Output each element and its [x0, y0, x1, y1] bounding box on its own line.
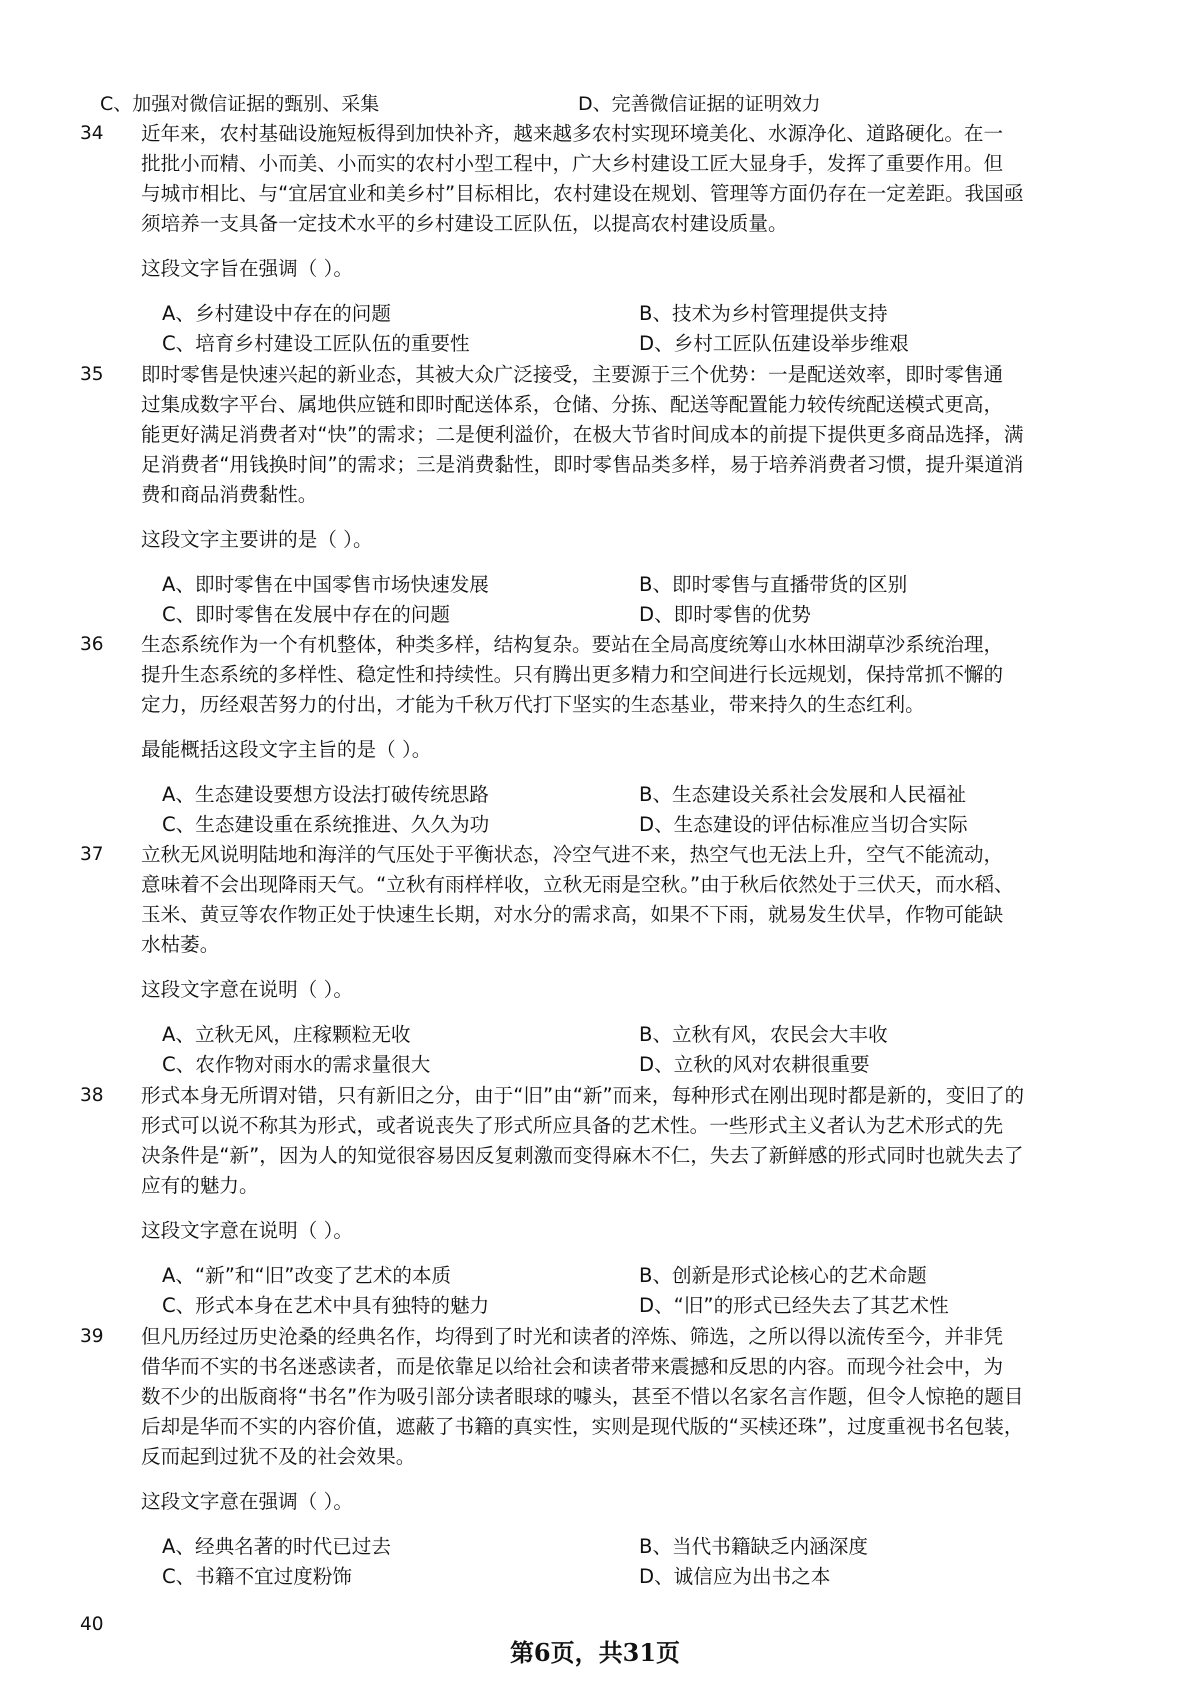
question-prompt: 这段文字意在强调（ ）。 [141, 1490, 353, 1513]
option-a: A、立秋无风，庄稼颗粒无收 [162, 1023, 411, 1046]
question-stem [141, 119, 1089, 239]
stem-line: 数不少的出版商将“书名”作为吸引部分读者眼球的噱头，甚至不惜以名家名言作题，但令人惊艳的题目 [141, 1385, 1024, 1408]
option-c: C、书籍不宜过度粉饰 [162, 1565, 353, 1588]
question-prompt: 这段文字意在说明（ ）。 [141, 1219, 353, 1242]
option-b: B、立秋有风，农民会大丰收 [639, 1023, 888, 1046]
question-number-40: 40 [80, 1614, 104, 1635]
option-c: C、形式本身在艺术中具有独特的魅力 [162, 1294, 490, 1317]
question-prompt: 这段文字意在说明（ ）。 [141, 978, 353, 1001]
stem-line: 费和商品消费黏性。 [141, 483, 318, 506]
stem-line: 与城市相比、与“宜居宜业和美乡村”目标相比，农村建设在规划、管理等方面仍存在一定差距。我国亟 [141, 182, 1024, 205]
stem-line: 批批小而精、小而美、小而实的农村小型工程中，广大乡村建设工匠大显身手，发挥了重要作用。但 [141, 152, 1004, 175]
option-a: A、即时零售在中国零售市场快速发展 [162, 573, 489, 596]
option-d: D、完善微信证据的证明效力 [578, 93, 821, 115]
question-prompt: 这段文字主要讲的是（ ）。 [141, 528, 373, 551]
stem-line: 过集成数字平台、属地供应链和即时配送体系，仓储、分拣、配送等配置能力较传统配送模式更高， [141, 393, 1004, 416]
question-stem [141, 1081, 1089, 1201]
question-prompt: 最能概括这段文字主旨的是（ ）。 [141, 738, 432, 761]
question-stem [141, 360, 1089, 510]
question-number: 35 [80, 364, 104, 385]
stem-line: 定力，历经艰苦努力的付出，才能为千秋万代打下坚实的生态基业，带来持久的生态红利。 [141, 693, 925, 716]
stem-line: 形式可以说不称其为形式，或者说丧失了形式所应具备的艺术性。一些形式主义者认为艺术形式的先 [141, 1114, 1004, 1137]
option-b: B、创新是形式论核心的艺术命题 [639, 1264, 927, 1287]
stem-line: 立秋无风说明陆地和海洋的气压处于平衡状态，冷空气进不来，热空气也无法上升，空气不能流动， [141, 843, 1004, 866]
option-b: B、即时零售与直播带货的区别 [639, 573, 908, 596]
option-c: C、生态建设重在系统推进、久久为功 [162, 813, 490, 836]
option-b: B、当代书籍缺乏内涵深度 [639, 1535, 868, 1558]
option-c: C、加强对微信证据的甄别、采集 [100, 93, 380, 115]
question-prompt: 这段文字旨在强调（ ）。 [141, 257, 353, 280]
stem-line: 但凡历经过历史沧桑的经典名作，均得到了时光和读者的淬炼、筛选，之所以得以流传至今，并非凭 [141, 1325, 1004, 1348]
option-d: D、生态建设的评估标准应当切合实际 [639, 813, 968, 836]
option-a: A、经典名著的时代已过去 [162, 1535, 391, 1558]
option-d: D、“旧”的形式已经失去了其艺术性 [639, 1294, 949, 1317]
page-footer: 第6页，共31页 [509, 1638, 681, 1667]
stem-line: 近年来，农村基础设施短板得到加快补齐，越来越多农村实现环境美化、水源净化、道路硬化。在一 [141, 122, 1004, 145]
option-b: B、技术为乡村管理提供支持 [639, 302, 888, 325]
question-stem [141, 1322, 1089, 1472]
question-number: 37 [80, 844, 104, 865]
stem-line: 即时零售是快速兴起的新业态，其被大众广泛接受，主要源于三个优势：一是配送效率，即时零售通 [141, 363, 1004, 386]
stem-line: 须培养一支具备一定技术水平的乡村建设工匠队伍，以提高农村建设质量。 [141, 212, 788, 235]
stem-line: 意味着不会出现降雨天气。“立秋有雨样样收，立秋无雨是空秋。”由于秋后依然处于三伏天，而水稻、 [141, 873, 1014, 896]
option-d: D、诚信应为出书之本 [639, 1565, 831, 1588]
question-number: 34 [80, 123, 104, 144]
stem-line: 提升生态系统的多样性、稳定性和持续性。只有腾出更多精力和空间进行长远规划，保持常抓不懈的 [141, 663, 1004, 686]
option-c: C、即时零售在发展中存在的问题 [162, 603, 450, 626]
stem-line: 后却是华而不实的内容价值，遮蔽了书籍的真实性，实则是现代版的“买椟还珠”，过度重视书名包装， [141, 1415, 1024, 1438]
option-d: D、即时零售的优势 [639, 603, 811, 626]
question-number: 39 [80, 1326, 104, 1347]
option-d: D、乡村工匠队伍建设举步维艰 [639, 332, 909, 355]
stem-line: 反而起到过犹不及的社会效果。 [141, 1445, 416, 1468]
stem-line: 水枯萎。 [141, 933, 220, 956]
option-d: D、立秋的风对农耕很重要 [639, 1053, 870, 1076]
stem-line: 生态系统作为一个有机整体，种类多样，结构复杂。要站在全局高度统筹山水林田湖草沙系统治理， [141, 633, 1004, 656]
option-a: A、乡村建设中存在的问题 [162, 302, 391, 325]
option-a: A、生态建设要想方设法打破传统思路 [162, 783, 489, 806]
option-b: B、生态建设关系社会发展和人民福祉 [639, 783, 966, 806]
question-stem [141, 630, 1089, 720]
stem-line: 应有的魅力。 [141, 1174, 259, 1197]
stem-line: 能更好满足消费者对“快”的需求；二是便利溢价，在极大节省时间成本的前提下提供更多商品选择，满 [141, 423, 1024, 446]
option-c: C、农作物对雨水的需求量很大 [162, 1053, 431, 1076]
question-stem [141, 840, 1089, 960]
stem-line: 玉米、黄豆等农作物正处于快速生长期，对水分的需求高，如果不下雨，就易发生伏旱，作物可能缺 [141, 903, 1004, 926]
option-c: C、培育乡村建设工匠队伍的重要性 [162, 332, 470, 355]
stem-line: 决条件是“新”，因为人的知觉很容易因反复刺激而变得麻木不仁，失去了新鲜感的形式同时也就失去了 [141, 1144, 1024, 1167]
option-a: A、“新”和“旧”改变了艺术的本质 [162, 1264, 452, 1287]
previous-question-options [100, 89, 1100, 119]
question-number: 38 [80, 1085, 104, 1106]
stem-line: 形式本身无所谓对错，只有新旧之分，由于“旧”由“新”而来，每种形式在刚出现时都是新的，变旧了的 [141, 1084, 1025, 1107]
stem-line: 足消费者“用钱换时间”的需求；三是消费黏性，即时零售品类多样，易于培养消费者习惯，提升渠道消 [141, 453, 1024, 476]
question-number: 36 [80, 634, 104, 655]
stem-line: 借华而不实的书名迷惑读者，而是依靠足以给社会和读者带来震撼和反思的内容。而现今社会中，为 [141, 1355, 1004, 1378]
